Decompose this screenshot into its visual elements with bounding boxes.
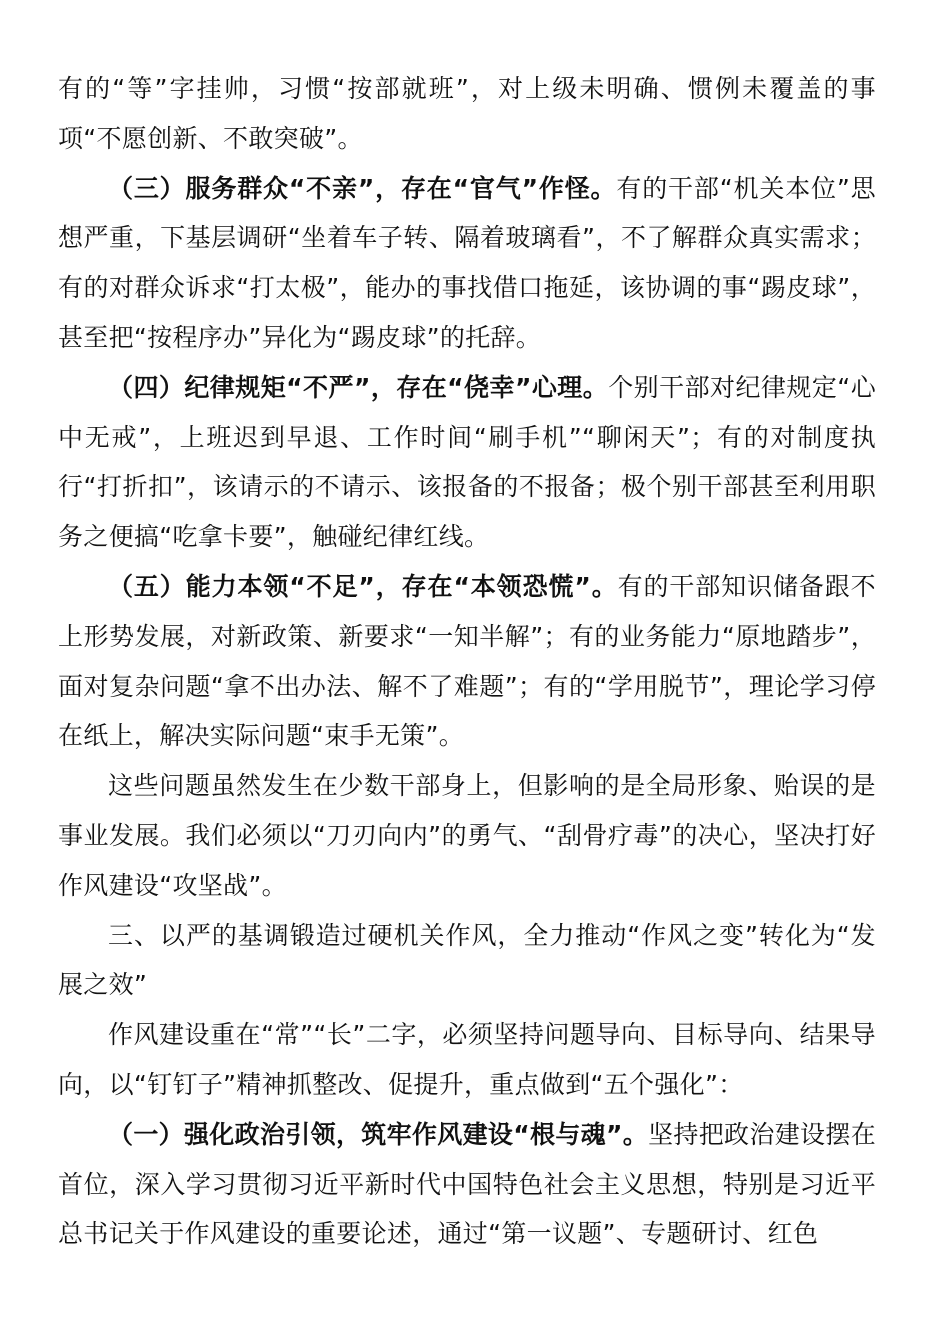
paragraph-section-4 <box>58 363 876 562</box>
section-heading: （四）纪律规矩“不严”，存在“侥幸”心理。 <box>108 372 609 402</box>
paragraph-text: 有的干部“机关本位”思想严重，下基层调研“坐着车子转、隔着玻璃看”，不了解群众真实需求；有的对群众诉求“打太极”，能办的事找借口拖延，该协调的事“踢皮球”，甚至把“按程序办”异化为“踢皮球”的托辞。 <box>58 173 876 352</box>
section-heading: （三）服务群众“不亲”，存在“官气”作怪。 <box>108 173 617 203</box>
paragraph-text: 有的干部知识储备跟不上形势发展，对新政策、新要求“一知半解”；有的业务能力“原地踏步”，面对复杂问题“拿不出办法、解不了难题”；有的“学用脱节”，理论学习停在纸上，解决实际问题“束手无策”。 <box>58 571 876 751</box>
paragraph-text: 这些问题虽然发生在少数干部身上，但影响的是全局形象、贻误的是事业发展。我们必须以“刀刃向内”的勇气、“刮骨疗毒”的决心，坚决打好作风建设“攻坚战”。 <box>58 771 876 900</box>
paragraph-summary <box>58 761 876 910</box>
section-heading: （一）强化政治引领，筑牢作风建设“根与魂”。 <box>108 1119 649 1149</box>
paragraph-measure-1 <box>58 1110 876 1259</box>
paragraph-text: 有的“等”字挂帅，习惯“按部就班”，对上级未明确、惯例未覆盖的事项“不愿创新、不敢突破”。 <box>58 74 876 153</box>
paragraph-continuation <box>58 64 876 164</box>
paragraph-text: 作风建设重在“常”“长”二字，必须坚持问题导向、目标导向、结果导向，以“钉钉子”精神抓整改、促提升，重点做到“五个强化”： <box>58 1020 876 1099</box>
paragraph-intro <box>58 1010 876 1110</box>
paragraph-section-3 <box>58 164 876 363</box>
chapter-heading-3 <box>58 911 876 1011</box>
paragraph-text: 三、以严的基调锻造过硬机关作风，全力推动“作风之变”转化为“发展之效” <box>58 920 876 1000</box>
paragraph-text: 个别干部对纪律规定“心中无戒”，上班迟到早退、工作时间“刷手机”“聊闲天”；有的对制度执行“打折扣”，该请示的不请示、该报备的不报备；极个别干部甚至利用职务之便搞“吃拿卡要”，触碰纪律红线。 <box>58 372 876 552</box>
paragraph-section-5 <box>58 562 876 761</box>
paragraph-text: 坚持把政治建设摆在首位，深入学习贯彻习近平新时代中国特色社会主义思想，特别是习近平总书记关于作风建设的重要论述，通过“第一议题”、专题研讨、红色 <box>58 1119 876 1249</box>
document-page <box>58 64 876 1259</box>
section-heading: （五）能力本领“不足”，存在“本领恐慌”。 <box>108 571 618 601</box>
